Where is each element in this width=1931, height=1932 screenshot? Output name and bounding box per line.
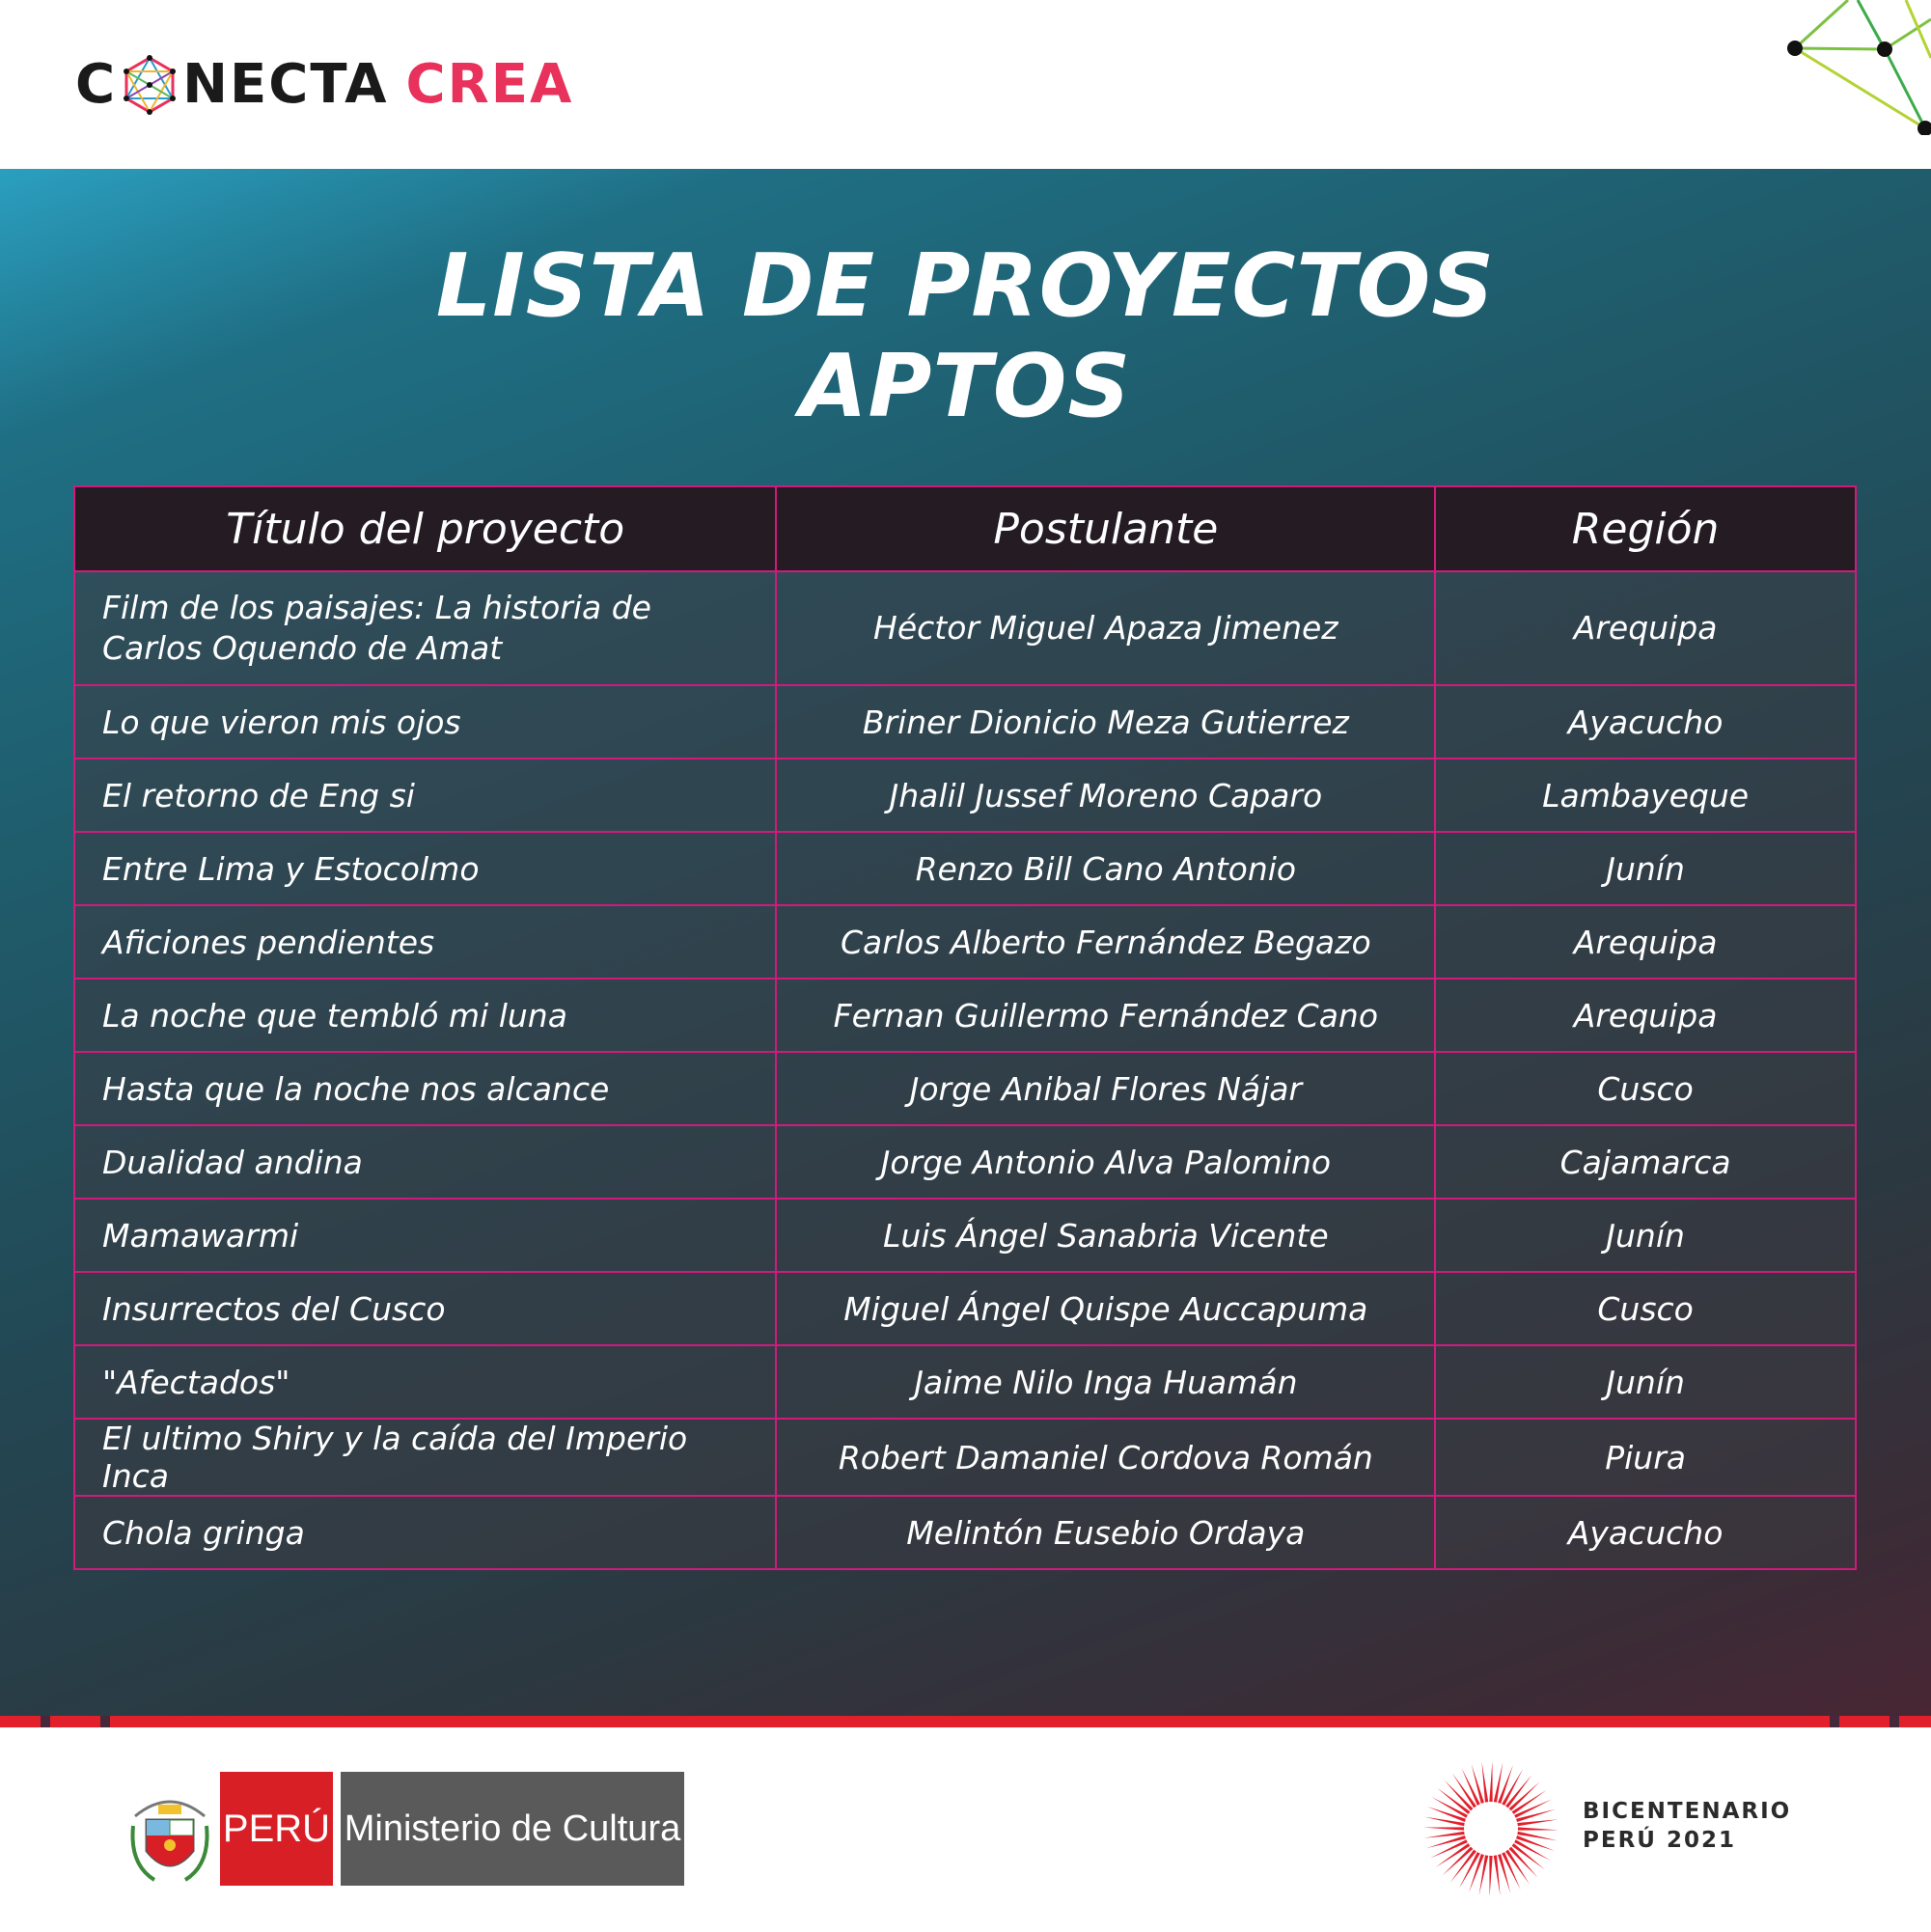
- cell-applicant: Jorge Antonio Alva Palomino: [776, 1125, 1435, 1199]
- title-line-2: APTOS: [799, 336, 1132, 437]
- cell-project-title: Entre Lima y Estocolmo: [74, 832, 776, 905]
- table-row: [74, 1496, 1856, 1569]
- title-line-1: LISTA DE PROYECTOS: [435, 235, 1496, 337]
- page-title: [0, 236, 1931, 437]
- network-logo-icon: [119, 54, 180, 116]
- sunburst-ray: [1427, 1807, 1466, 1822]
- table-row: [74, 759, 1856, 832]
- cell-region: Arequipa: [1435, 979, 1856, 1052]
- table-row: [74, 1125, 1856, 1199]
- table-row: [74, 571, 1856, 685]
- sunburst-ray: [1516, 1809, 1556, 1822]
- header-region: Región: [1435, 486, 1856, 571]
- cell-region: Cusco: [1435, 1052, 1856, 1125]
- bicentenario-line-2: PERÚ 2021: [1583, 1828, 1736, 1853]
- cell-region: Lambayeque: [1435, 759, 1856, 832]
- bicentenario-line-1: BICENTENARIO: [1583, 1799, 1792, 1824]
- cell-applicant: Héctor Miguel Apaza Jimenez: [776, 571, 1435, 685]
- sunburst-ray: [1426, 1835, 1466, 1848]
- conecta-crea-logo: [75, 46, 573, 124]
- cell-applicant: Carlos Alberto Fernández Begazo: [776, 905, 1435, 979]
- footer-divider: [0, 1716, 1931, 1727]
- table-row: [74, 832, 1856, 905]
- cell-region: Cajamarca: [1435, 1125, 1856, 1199]
- sunburst-ray: [1498, 1765, 1513, 1804]
- cell-applicant: Robert Damaniel Cordova Román: [776, 1419, 1435, 1496]
- sunburst-ray: [1469, 1854, 1484, 1892]
- sunburst-ray: [1518, 1827, 1559, 1830]
- coat-of-arms-icon: [125, 1787, 214, 1888]
- cell-project-title: Lo que vieron mis ojos: [74, 685, 776, 759]
- table-row: [74, 685, 1856, 759]
- sunburst-ray: [1489, 1856, 1492, 1896]
- cell-region: Junín: [1435, 832, 1856, 905]
- table-row: [74, 979, 1856, 1052]
- brand-letter-c: C: [75, 53, 118, 116]
- cell-region: Arequipa: [1435, 571, 1856, 685]
- corner-network-icon: [1780, 0, 1931, 135]
- cell-applicant: Jhalil Jussef Moreno Caparo: [776, 759, 1435, 832]
- cell-applicant: Melintón Eusebio Ordaya: [776, 1496, 1435, 1569]
- cell-applicant: Luis Ángel Sanabria Vicente: [776, 1199, 1435, 1272]
- cell-project-title: Aficiones pendientes: [74, 905, 776, 979]
- sunburst-ray: [1517, 1819, 1558, 1826]
- cell-region: Piura: [1435, 1419, 1856, 1496]
- cell-project-title: Insurrectos del Cusco: [74, 1272, 776, 1345]
- cell-applicant: Jorge Anibal Flores Nájar: [776, 1052, 1435, 1125]
- cell-project-title: "Afectados": [74, 1345, 776, 1419]
- cell-region: Ayacucho: [1435, 1496, 1856, 1569]
- sunburst-ray: [1472, 1764, 1484, 1804]
- cell-applicant: Jaime Nilo Inga Huamán: [776, 1345, 1435, 1419]
- projects-table: [73, 485, 1857, 1570]
- table-row: [74, 1199, 1856, 1272]
- table-header-row: [74, 486, 1856, 571]
- cell-project-title: Film de los paisajes: La historia de Carlos Oquendo de Amat: [74, 571, 776, 685]
- cell-project-title: La noche que tembló mi luna: [74, 979, 776, 1052]
- sunburst-ray: [1481, 1762, 1488, 1803]
- sunburst-ray: [1423, 1827, 1464, 1830]
- footer: [0, 1727, 1931, 1932]
- header-project-title: Título del proyecto: [74, 486, 776, 571]
- brand-word-crea: CREA: [405, 53, 574, 116]
- cell-applicant: Briner Dionicio Meza Gutierrez: [776, 685, 1435, 759]
- cell-applicant: Renzo Bill Cano Antonio: [776, 832, 1435, 905]
- table-row: [74, 1052, 1856, 1125]
- cell-region: Junín: [1435, 1199, 1856, 1272]
- cell-region: Cusco: [1435, 1272, 1856, 1345]
- sunburst-ray: [1516, 1835, 1555, 1851]
- divider-gap: [1830, 1716, 1839, 1727]
- cell-project-title: Dualidad andina: [74, 1125, 776, 1199]
- cell-project-title: Hasta que la noche nos alcance: [74, 1052, 776, 1125]
- divider-gap: [41, 1716, 50, 1727]
- brand-word-necta: NECTA: [182, 53, 389, 116]
- peru-label: PERÚ: [220, 1772, 333, 1886]
- cell-project-title: Mamawarmi: [74, 1199, 776, 1272]
- ministry-label: Ministerio de Cultura: [341, 1772, 684, 1886]
- table-row: [74, 1272, 1856, 1345]
- bicentenario-text: [1583, 1797, 1791, 1855]
- divider-gap: [1890, 1716, 1899, 1727]
- header: [0, 0, 1931, 169]
- sunburst-ray: [1489, 1761, 1492, 1802]
- cell-project-title: El ultimo Shiry y la caída del Imperio Inca: [74, 1419, 776, 1496]
- table-row: [74, 1345, 1856, 1419]
- cell-applicant: Miguel Ángel Quispe Auccapuma: [776, 1272, 1435, 1345]
- cell-region: Junín: [1435, 1345, 1856, 1419]
- sunburst-ray: [1424, 1832, 1465, 1838]
- cell-region: Arequipa: [1435, 905, 1856, 979]
- cell-project-title: Chola gringa: [74, 1496, 776, 1569]
- bicentenario-sunburst-icon: [1419, 1756, 1563, 1901]
- sunburst-ray: [1494, 1855, 1501, 1895]
- divider-gap: [100, 1716, 110, 1727]
- cell-region: Ayacucho: [1435, 685, 1856, 759]
- cell-applicant: Fernan Guillermo Fernández Cano: [776, 979, 1435, 1052]
- cell-project-title: El retorno de Eng si: [74, 759, 776, 832]
- sunburst-ray: [1498, 1854, 1510, 1893]
- header-applicant: Postulante: [776, 486, 1435, 571]
- main-panel: [0, 169, 1931, 1727]
- table-row: [74, 905, 1856, 979]
- table-row: [74, 1419, 1856, 1496]
